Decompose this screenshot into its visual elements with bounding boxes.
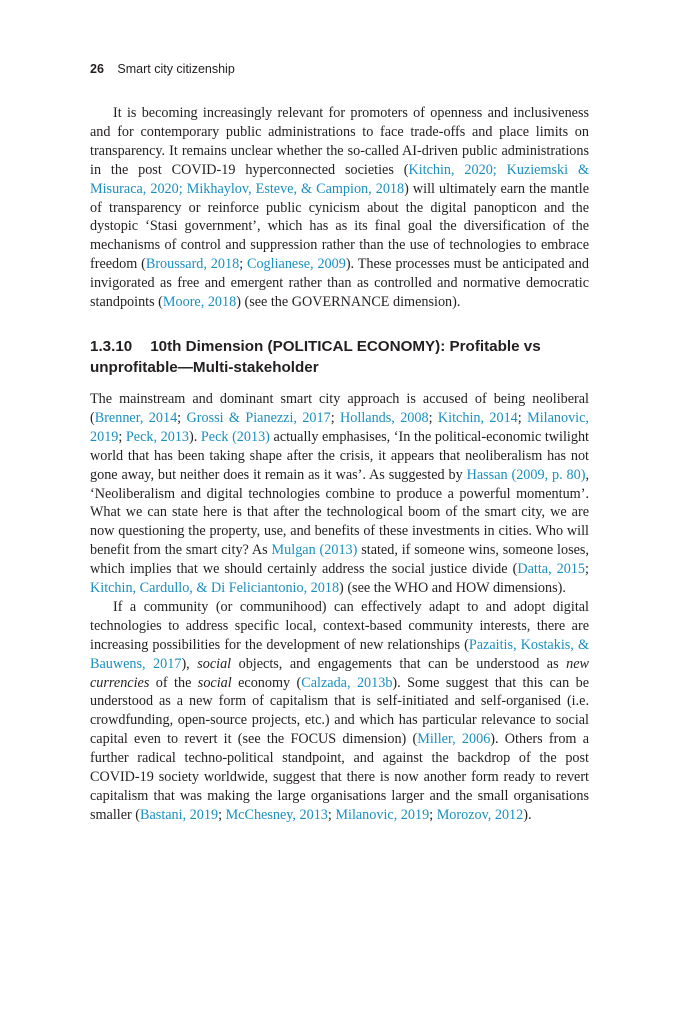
- paragraph-text: ;: [428, 409, 438, 426]
- paragraph-text: ;: [118, 428, 126, 445]
- paragraph-text: ;: [517, 409, 528, 426]
- paragraph-text: If a community (or communihood) can effectively adapt to and adopt digital technologies to address specific local, context-based community interests, there are increasing possibilities for the development of new relationships (: [90, 598, 589, 653]
- paragraph-text: ;: [239, 256, 247, 273]
- paragraph-text: ) will ultimately earn the mantle of transparency or reinforce public cynicism about the digital panopticon and the dystopic ‘Stasi government’, which has as its final goal the diversification of the mechanisms of control and suppression rather than the use of technologies to embrace freedom (: [90, 180, 589, 273]
- paragraph-text: ;: [330, 409, 341, 426]
- citation-link[interactable]: Hollands, 2008: [340, 409, 429, 426]
- citation-link[interactable]: Coglianese, 2009: [247, 256, 346, 273]
- citation-link[interactable]: Brenner, 2014: [94, 409, 178, 426]
- running-title: Smart city citizenship: [117, 62, 235, 76]
- paragraph-text: ;: [429, 806, 437, 823]
- citation-link[interactable]: Morozov, 2012: [436, 806, 524, 823]
- paragraph-text: ). These processes must be anticipated and invigorated as free and emergent rather than as controlled and normative democratic standpoints (: [90, 256, 589, 311]
- citation-link[interactable]: Kitchin, 2020; Kuziemski & Misuraca, 2020; Mikhaylov, Esteve, & Campion, 2018: [90, 161, 589, 197]
- citation-link[interactable]: Peck, 2013: [125, 428, 190, 445]
- citation-link[interactable]: Miller, 2006: [417, 731, 491, 748]
- citation-link[interactable]: Grossi & Pianezzi, 2017: [186, 409, 331, 426]
- citation-link[interactable]: Mulgan (2013): [271, 542, 358, 559]
- paragraph-text: actually emphasises, ‘In the political-economic twilight world that has been taking shape after the crisis, it appears that neoliberalism has not gone away, but neither does it remain as it was’. As suggested by: [90, 428, 589, 483]
- paragraph-text: ),: [181, 655, 198, 672]
- paragraph-text: objects, and engagements that can be understood as: [231, 655, 567, 672]
- paragraph-text: ;: [218, 806, 226, 823]
- paragraph-text: The mainstream and dominant smart city approach is accused of being neoliberal (: [90, 390, 589, 426]
- paragraph-text: ). Some suggest that this can be understood as a new form of capitalism that is self-initiated and self-organised (i.e. crowdfunding, open-source projects, etc.) and which has particular relevance to social capital even to revert it (see the FOCUS dimension) (: [90, 674, 589, 748]
- section-number: 1.3.10: [90, 337, 133, 355]
- body-paragraph: [90, 104, 589, 312]
- citation-link[interactable]: McChesney, 2013: [225, 806, 328, 823]
- page-body: [90, 104, 589, 825]
- paragraph-text: , ‘Neoliberalism and digital technologies combine to produce a powerful momentum’. What we can state here is that after the technological boom of the smart city, we are now questioning the property, use, and benefits of these investments in cities. Who will benefit from the smart city? As: [90, 466, 589, 559]
- citation-link[interactable]: Pazaitis, Kostakis, & Bauwens, 2017: [90, 636, 589, 672]
- citation-link[interactable]: Kitchin, Cardullo, & Di Feliciantonio, 2018: [90, 580, 340, 597]
- paragraph-text: ) (see the WHO and HOW dimensions).: [339, 580, 566, 597]
- paragraph-text: stated, if someone wins, someone loses, which implies that we should certainly address the social justice divide (: [90, 542, 589, 578]
- paragraph-text: ) (see the GOVERNANCE dimension).: [236, 294, 461, 311]
- citation-link[interactable]: Bastani, 2019: [140, 806, 219, 823]
- running-header: [90, 62, 235, 76]
- citation-link[interactable]: Datta, 2015: [517, 561, 586, 578]
- citation-link[interactable]: Milanovic, 2019: [335, 806, 430, 823]
- paragraph-text: ;: [585, 561, 589, 578]
- paragraph-text: ;: [177, 409, 187, 426]
- section-heading: [90, 336, 589, 378]
- emphasis-text: social: [197, 655, 232, 672]
- page-number: 26: [90, 62, 104, 76]
- emphasis-text: social: [197, 674, 232, 691]
- citation-link[interactable]: Hassan (2009, p. 80): [466, 466, 586, 483]
- body-paragraph: [90, 598, 589, 825]
- citation-link[interactable]: Peck (2013): [200, 428, 270, 445]
- paragraph-text: ).: [523, 806, 532, 823]
- emphasis-text: new currencies: [90, 655, 589, 691]
- citation-link[interactable]: Milanovic, 2019: [90, 409, 589, 445]
- paragraph-text: economy (: [231, 674, 302, 691]
- citation-link[interactable]: Kitchin, 2014: [437, 409, 518, 426]
- paragraph-text: ;: [327, 806, 336, 823]
- citation-link[interactable]: Calzada, 2013b: [301, 674, 393, 691]
- citation-link[interactable]: Moore, 2018: [162, 294, 237, 311]
- paragraph-text: ). Others from a further radical techno-political standpoint, and against the backdrop of the post COVID-19 society worldwide, suggest that there is now another form ready to revert capitalism that was making the large organisations larger and the small organisations smaller (: [90, 731, 589, 823]
- paragraph-text: It is becoming increasingly relevant for promoters of openness and inclusiveness and for contemporary public administrations to face trade-offs and place limits on transparency. It remains unclear whether the so-called AI-driven public administrations in the post COVID-19 hyperconnected societies (: [90, 105, 589, 178]
- section-title: 10th Dimension (POLITICAL ECONOMY): Profitable vs unprofitable—Multi-stakeholder: [90, 337, 541, 376]
- citation-link[interactable]: Broussard, 2018: [145, 256, 240, 273]
- body-paragraph: [90, 390, 589, 598]
- paragraph-text: ).: [189, 428, 201, 445]
- paragraph-text: of the: [149, 674, 198, 691]
